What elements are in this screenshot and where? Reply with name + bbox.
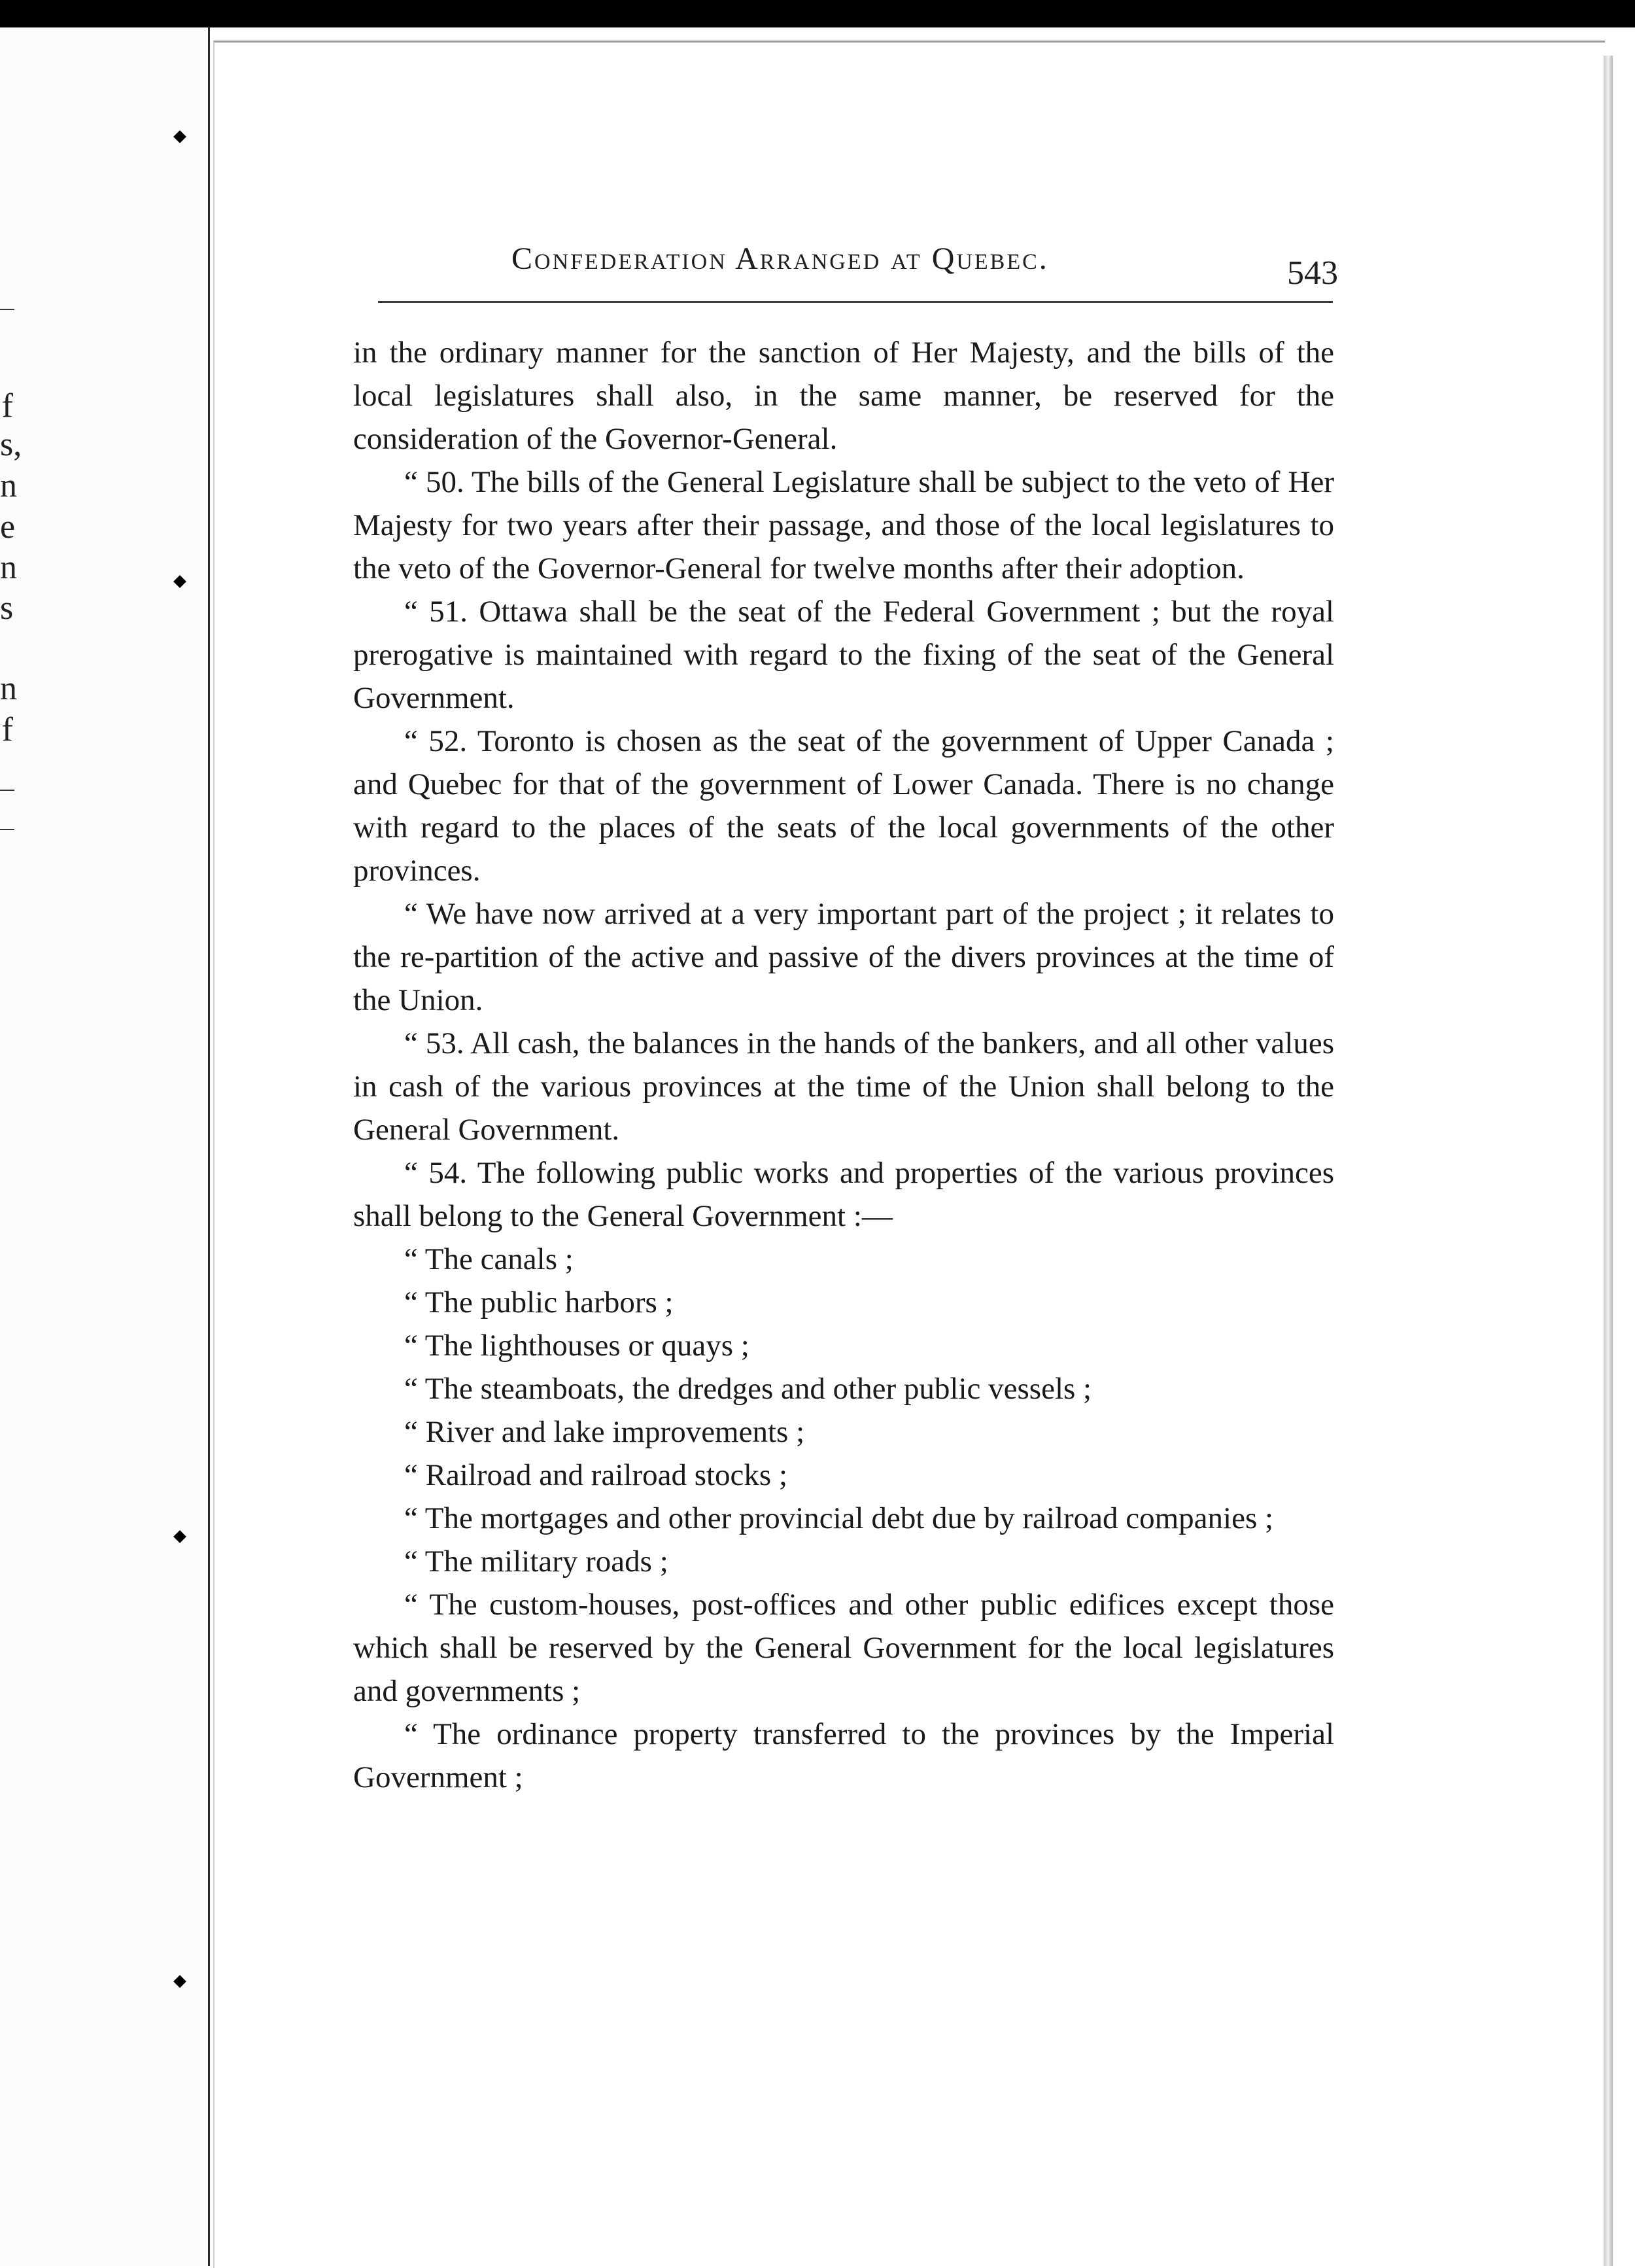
facing-page-fragment: n (0, 549, 17, 586)
binding-mark (173, 1975, 186, 1988)
facing-page-fragment: f (1, 387, 13, 425)
list-item: “ River and lake improvements ; (404, 1415, 805, 1449)
binding-mark (173, 575, 186, 588)
body-text (353, 331, 1334, 1799)
facing-page-edge (0, 27, 210, 2266)
paragraph-article-54: “ 54. The following public works and properties of the various provinces shall belong to the General Government :— (353, 1156, 1334, 1233)
paragraph-continuation: in the ordinary manner for the sanction of Her Majesty, and the bills of the local legislatures shall also, in the same manner, be reserved for the consideration of the Governor-General. (353, 336, 1334, 456)
list-item: “ The military roads ; (404, 1544, 668, 1579)
list-item: “ The lighthouses or quays ; (404, 1329, 749, 1363)
list-item: “ The ordinance property transferred to the provinces by the Imperial Government ; (353, 1717, 1334, 1794)
facing-page-fragment: s, (0, 426, 22, 463)
paragraph-article-50: “ 50. The bills of the General Legislature shall be subject to the veto of Her Majesty for two years after their passage, and those of the local legislatures to the veto of the Governor-General for twelve months after their adoption. (353, 465, 1334, 585)
list-item: “ The public harbors ; (404, 1285, 674, 1319)
list-item: “ Railroad and railroad stocks ; (404, 1458, 788, 1492)
list-item: “ The custom-houses, post-offices and other public edifices except those which shall be reserved by the General Government for the local legislatures and governments ; (353, 1588, 1334, 1708)
list-item: “ The canals ; (404, 1242, 574, 1276)
running-head: Confederation Arranged at Quebec. (511, 241, 1049, 276)
binding-mark (173, 1530, 186, 1543)
facing-page-fragment: f (1, 711, 13, 748)
page-number: 543 (1287, 254, 1338, 292)
facing-page-rule (0, 309, 14, 310)
paragraph-article-51: “ 51. Ottawa shall be the seat of the Federal Government ; but the royal prerogative is maintained with regard to the fixing of the seat of the General Government. (353, 595, 1334, 715)
binding-mark (173, 130, 186, 143)
page-edge-shadow (1604, 56, 1613, 2266)
paragraph-article-52: “ 52. Toronto is chosen as the seat of the government of Upper Canada ; and Quebec for that of the government of Lower Canada. There is no change with regard to the places of the seats of the local governments of the other provinces. (353, 724, 1334, 888)
facing-page-fragment: n (0, 670, 17, 707)
facing-page-fragment: s (0, 589, 14, 627)
scan-top-border (0, 0, 1635, 27)
facing-page-fragment: n (0, 467, 17, 504)
list-item: “ The steamboats, the dredges and other public vessels ; (404, 1372, 1092, 1406)
paragraph-commentary: “ We have now arrived at a very important part of the project ; it relates to the re-partition of the active and passive of the divers provinces at the time of the Union. (353, 897, 1334, 1017)
paragraph-article-53: “ 53. All cash, the balances in the hands of the bankers, and all other values in cash of the various provinces at the time of the Union shall belong to the General Government. (353, 1026, 1334, 1147)
facing-page-fragment: e (0, 508, 16, 546)
facing-page-rule (0, 790, 14, 791)
facing-page-rule (0, 829, 14, 830)
list-item: “ The mortgages and other provincial debt due by railroad companies ; (404, 1501, 1274, 1535)
header-rule (378, 301, 1333, 303)
